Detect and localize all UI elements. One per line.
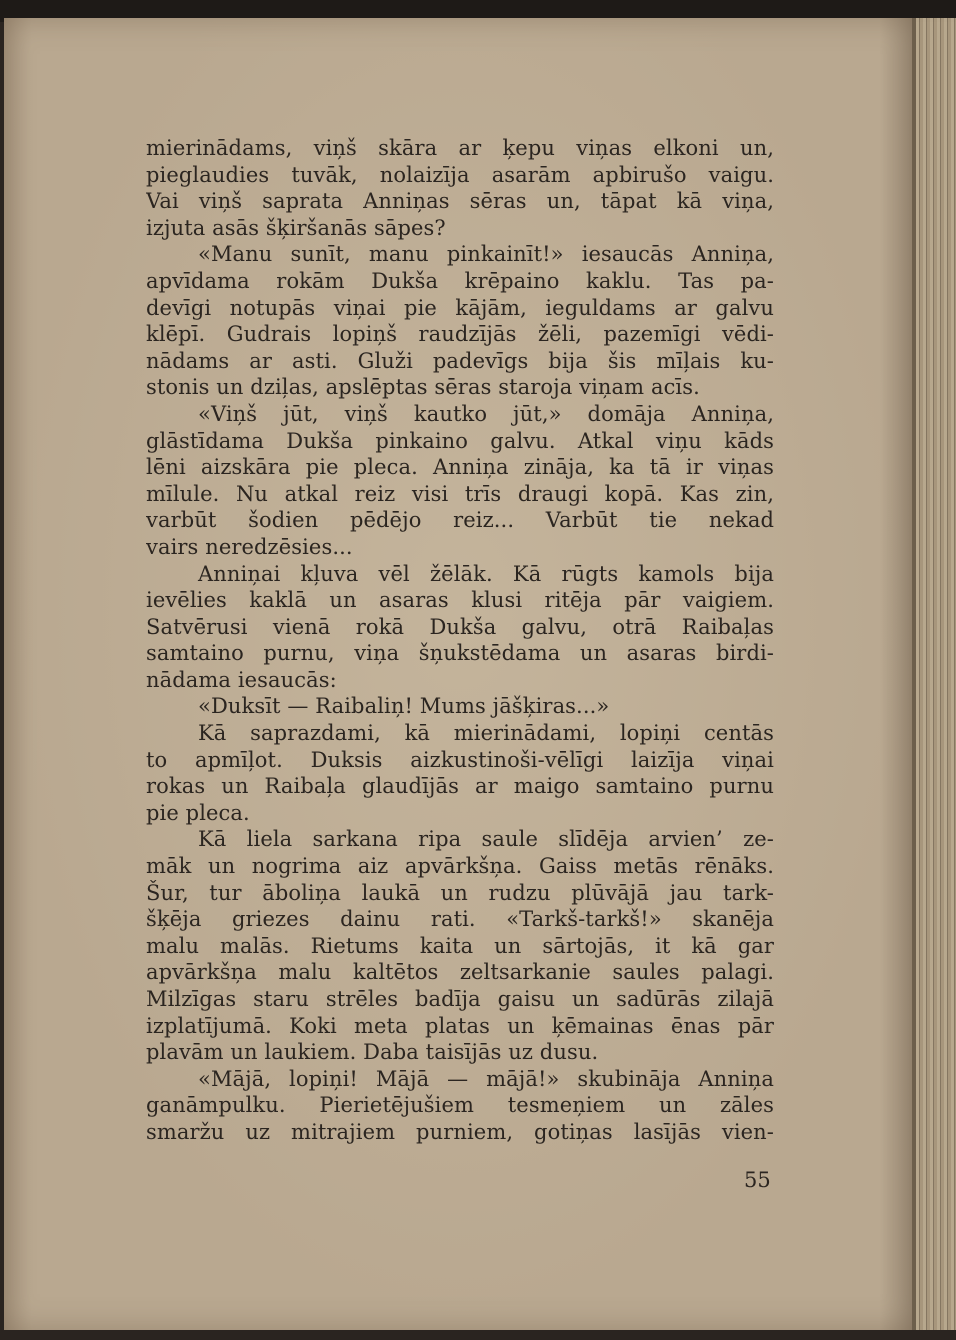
text-line: Satvērusi vienā rokā Dukša galvu, otrā Raibaļas: [146, 614, 774, 639]
text-line: devīgi notupās viņai pie kājām, ieguldams ar galvu: [146, 295, 774, 320]
text-line: glāstīdama Dukša pinkaino galvu. Atkal viņu kāds: [146, 428, 774, 453]
text-line: pieglaudies tuvāk, nolaizīja asarām apbirušo vaigu.: [146, 162, 774, 187]
text-line: «Viņš jūt, viņš kautko jūt,» domāja Anniņa,: [198, 401, 774, 426]
text-line: Milzīgas staru strēles badīja gaisu un sadūrās zilajā: [146, 987, 774, 1011]
text-line: vairs neredzēsies...: [146, 534, 353, 559]
text-line: stonis un dziļas, apslēptas sēras staroja viņam acīs.: [146, 375, 700, 400]
text-line: ganāmpulku. Pierietējušiem tesmeņiem un zāles: [146, 1093, 774, 1118]
text-line: lēni aizskāra pie pleca. Anniņa zināja, ka tā ir viņas: [146, 455, 774, 480]
text-line: mierinādams, viņš skāra ar ķepu viņas elkoni un,: [146, 136, 774, 160]
text-line: nādama iesaucās:: [146, 667, 337, 692]
text-line: māk un nogrima aiz apvārkšņa. Gaiss metās rēnāks.: [146, 854, 774, 879]
text-line: izjuta asās šķiršanās sāpes?: [146, 215, 446, 240]
text-line: to apmīļot. Duksis aizkustinoši-vēlīgi laizīja viņai: [146, 747, 774, 772]
text-line: Kā saprazdami, kā mierinādami, lopiņi centās: [198, 721, 774, 746]
text-line: klēpī. Gudrais lopiņš raudzījās žēli, pazemīgi vēdi-: [146, 322, 774, 347]
text-line: šķēja griezes dainu rati. «Tarkš-tarkš!» skanēja: [146, 907, 774, 932]
text-line: mīlule. Nu atkal reiz visi trīs draugi kopā. Kas zin,: [146, 481, 774, 506]
text-line: Šur, tur āboliņa laukā un rudzu plūvājā jau tark-: [146, 880, 774, 905]
text-line: Anniņai kļuva vēl žēlāk. Kā rūgts kamols bija: [198, 561, 774, 586]
text-line: ievēlies kaklā un asaras klusi ritēja pār vaigiem.: [146, 588, 774, 613]
text-line: apvārkšņa malu kaltētos zeltsarkanie saules palagi.: [146, 960, 774, 985]
text-line: nādams ar asti. Gluži padevīgs bija šis mīļais ku-: [146, 348, 774, 373]
text-line: «Manu sunīt, manu pinkainīt!» iesaucās Anniņa,: [198, 242, 774, 267]
text-line: Kā liela sarkana ripa saule slīdēja arvien’ ze-: [198, 827, 774, 852]
text-line: «Duksīt — Raibaliņ! Mums jāšķiras...»: [198, 694, 610, 719]
text-line: apvīdama rokām Dukša krēpaino kaklu. Tas pa-: [146, 268, 774, 293]
text-line: smaržu uz mitrajiem purniem, gotiņas lasījās vien-: [146, 1119, 774, 1144]
text-line: varbūt šodien pēdējo reiz... Varbūt tie nekad: [146, 508, 774, 533]
text-line: samtaino purnu, viņa šņukstēdama un asaras birdi-: [146, 641, 774, 666]
book-page-edges: [916, 18, 956, 1330]
page-number: 55: [744, 1168, 771, 1192]
text-line: malu malās. Rietums kaita un sārtojās, it kā gar: [146, 933, 774, 958]
text-line: «Mājā, lopiņi! Mājā — mājā!» skubināja Anniņa: [198, 1066, 774, 1091]
body-text: [146, 135, 774, 1146]
text-line: rokas un Raibaļa glaudījās ar maigo samtaino purnu: [146, 774, 774, 799]
text-line: izplatījumā. Koki meta platas un ķēmainas ēnas pār: [146, 1013, 774, 1038]
text-line: pie pleca.: [146, 800, 250, 825]
text-line: Vai viņš saprata Anniņas sēras un, tāpat kā viņa,: [146, 189, 774, 214]
text-line: plavām un laukiem. Daba taisījās uz dusu.: [146, 1040, 599, 1065]
